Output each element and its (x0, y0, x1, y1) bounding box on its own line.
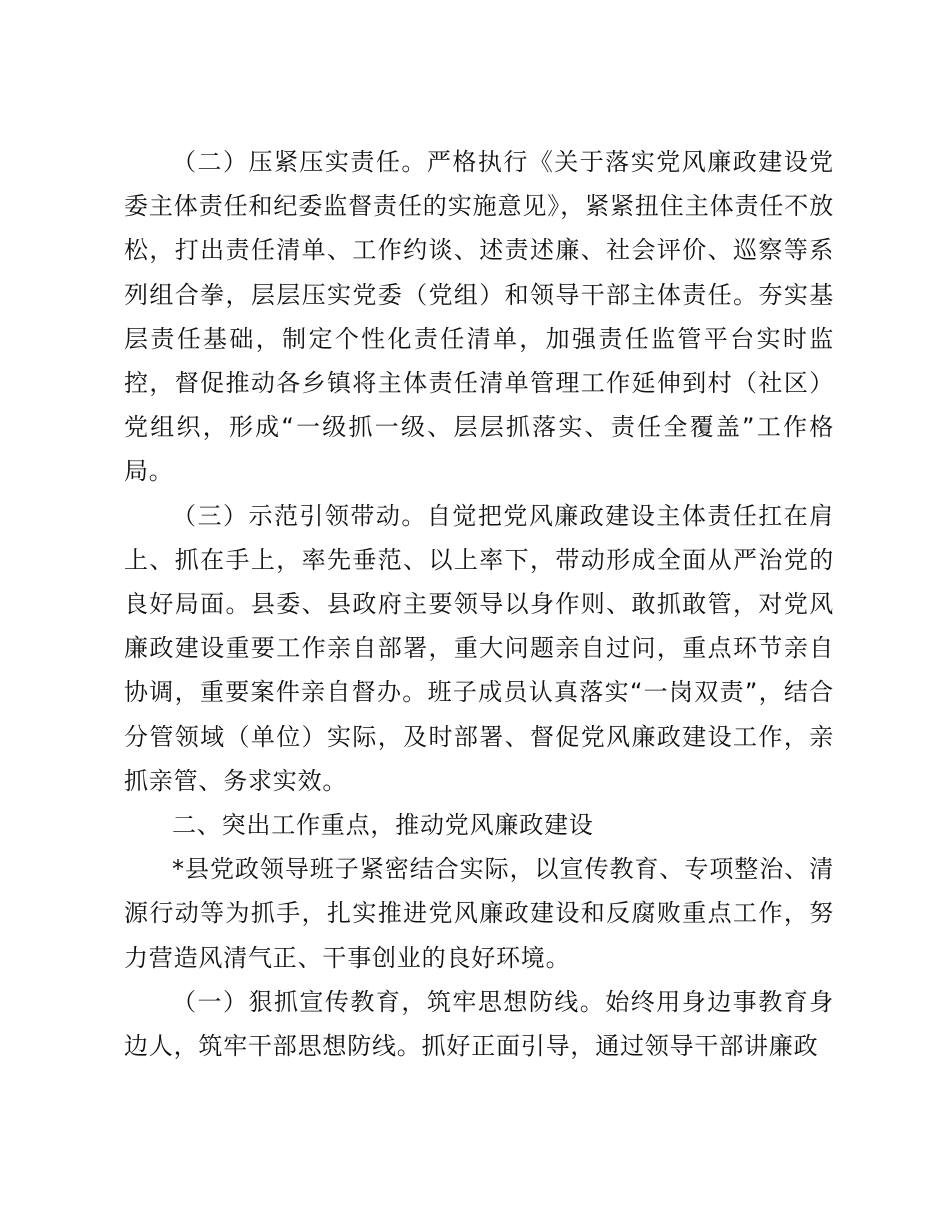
paragraph-section-intro: *县党政领导班子紧密结合实际，以宣传教育、专项整治、清源行动等为抓手，扎实推进党风廉政建设和反腐败重点工作，努力营造风清气正、干事创业的良好环境。 (124, 855, 834, 972)
section-heading-key-work: 二、突出工作重点，推动党风廉政建设 (172, 811, 594, 840)
paragraph-responsibility: （二）压紧压实责任。严格执行《关于落实党风廉政建设党委主体责任和纪委监督责任的实施意见》，紧紧扭住主体责任不放松，打出责任清单、工作约谈、述责述廉、社会评价、巡察等系列组合拳，层层压实党委（党组）和领导干部主体责任。夯实基层责任基础，制定个性化责任清单，加强责任监管平台实时监控，督促推动各乡镇将主体责任清单管理工作延伸到村（社区）党组织，形成“一级抓一级、层层抓落实、责任全覆盖”工作格局。 (124, 148, 834, 486)
paragraph-education: （一）狠抓宣传教育，筑牢思想防线。始终用身边事教育身边人，筑牢干部思想防线。抓好正面引导，通过领导干部讲廉政 (124, 987, 834, 1061)
document-body (124, 140, 834, 1068)
paragraph-exemplary-leadership: （三）示范引领带动。自觉把党风廉政建设主体责任扛在肩上、抓在手上，率先垂范、以上率下，带动形成全面从严治党的良好局面。县委、县政府主要领导以身作则、敢抓敢管，对党风廉政建设重要工作亲自部署，重大问题亲自过问，重点环节亲自协调，重要案件亲自督办。班子成员认真落实“一岗双责”，结合分管领域（单位）实际，及时部署、督促党风廉政建设工作，亲抓亲管、务求实效。 (124, 501, 834, 795)
